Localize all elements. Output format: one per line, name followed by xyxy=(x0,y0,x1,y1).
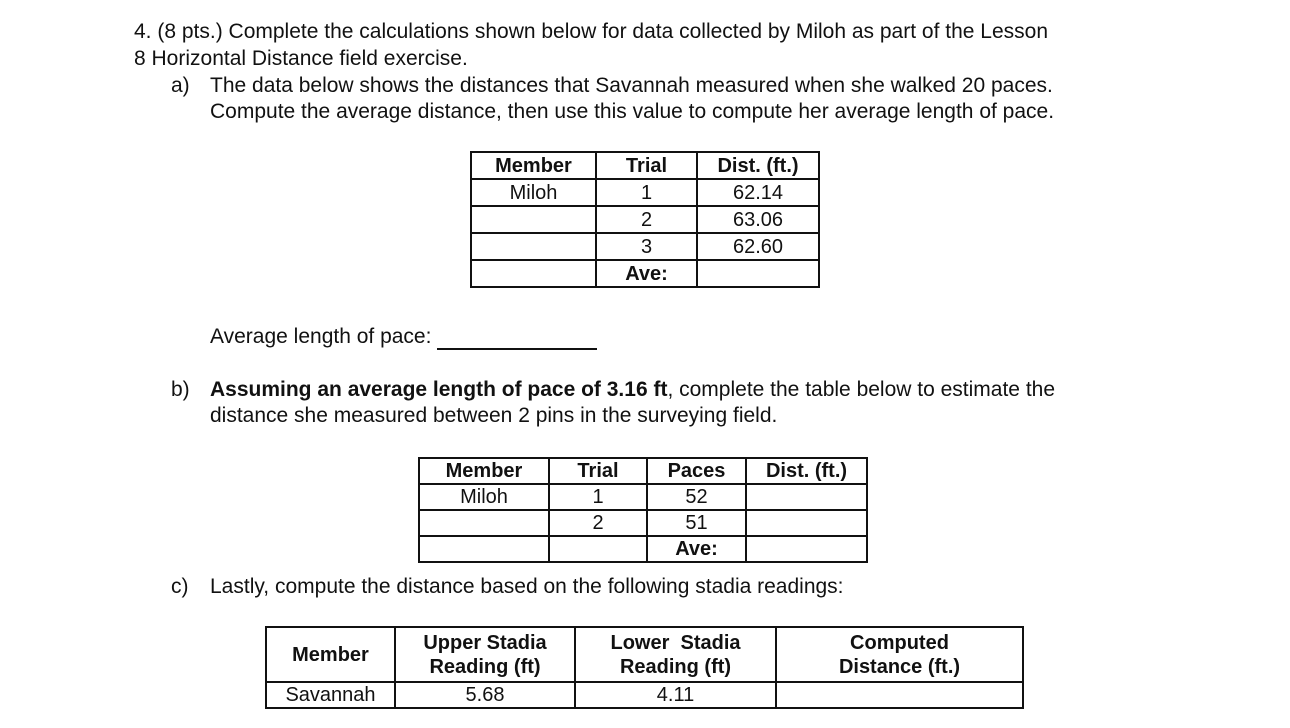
table-header-row xyxy=(266,627,1023,682)
table-row xyxy=(266,682,1023,708)
table-header-row xyxy=(471,152,819,179)
cell-trial: 2 xyxy=(549,510,647,536)
cell-distance xyxy=(746,510,867,536)
average-pace-label: Average length of pace: xyxy=(210,325,432,348)
cell-average-value xyxy=(746,536,867,562)
cell-trial: 2 xyxy=(596,206,697,233)
cell-trial: 1 xyxy=(596,179,697,206)
cell-trial xyxy=(549,536,647,562)
header-member: Member xyxy=(419,458,549,484)
part-a-line-1: The data below shows the distances that Savannah measured when she walked 20 paces. xyxy=(210,74,1053,97)
header-trial: Trial xyxy=(596,152,697,179)
cell-upper-stadia: 5.68 xyxy=(395,682,575,708)
part-b-line-1 xyxy=(210,377,1055,403)
paces-table xyxy=(418,457,868,563)
table-row xyxy=(471,179,819,206)
answer-blank[interactable] xyxy=(437,328,597,350)
table-row xyxy=(471,233,819,260)
cell-member xyxy=(471,233,596,260)
cell-member: Miloh xyxy=(471,179,596,206)
part-a-marker: a) xyxy=(171,74,190,97)
cell-distance: 62.14 xyxy=(697,179,819,206)
cell-paces: 51 xyxy=(647,510,746,536)
cell-member xyxy=(471,206,596,233)
stadia-table xyxy=(265,626,1024,709)
pace-distance-table xyxy=(470,151,820,288)
average-pace-prompt xyxy=(210,324,597,350)
cell-average-label: Ave: xyxy=(647,536,746,562)
cell-member: Savannah xyxy=(266,682,395,708)
header-trial: Trial xyxy=(549,458,647,484)
table-row xyxy=(419,484,867,510)
cell-average-label: Ave: xyxy=(596,260,697,287)
cell-trial: 1 xyxy=(549,484,647,510)
question-line-1: 4. (8 pts.) Complete the calculations shown below for data collected by Miloh as part of the Lesson xyxy=(134,20,1048,43)
header-paces: Paces xyxy=(647,458,746,484)
header-member: Member xyxy=(266,627,395,682)
header-upper-stadia: Upper Stadia Reading (ft) xyxy=(395,627,575,682)
table-row xyxy=(471,206,819,233)
cell-paces: 52 xyxy=(647,484,746,510)
cell-member xyxy=(471,260,596,287)
part-b-rest-text: , complete the table below to estimate the xyxy=(667,378,1056,401)
cell-distance xyxy=(746,484,867,510)
part-b-marker: b) xyxy=(171,378,190,401)
cell-member: Miloh xyxy=(419,484,549,510)
cell-average-value xyxy=(697,260,819,287)
question-line-2: 8 Horizontal Distance field exercise. xyxy=(134,47,468,70)
part-b-line-2: distance she measured between 2 pins in the surveying field. xyxy=(210,404,778,427)
part-a-line-2: Compute the average distance, then use this value to compute her average length of pace. xyxy=(210,100,1055,123)
cell-computed-distance xyxy=(776,682,1023,708)
cell-member xyxy=(419,536,549,562)
part-c-line-1: Lastly, compute the distance based on the following stadia readings: xyxy=(210,575,844,598)
header-lower-stadia: Lower Stadia Reading (ft) xyxy=(575,627,776,682)
cell-member xyxy=(419,510,549,536)
cell-distance: 62.60 xyxy=(697,233,819,260)
header-computed-distance: Computed Distance (ft.) xyxy=(776,627,1023,682)
table-row-average xyxy=(419,536,867,562)
table-row-average xyxy=(471,260,819,287)
cell-distance: 63.06 xyxy=(697,206,819,233)
cell-lower-stadia: 4.11 xyxy=(575,682,776,708)
table-row xyxy=(419,510,867,536)
header-distance: Dist. (ft.) xyxy=(697,152,819,179)
part-c-marker: c) xyxy=(171,575,189,598)
table-header-row xyxy=(419,458,867,484)
header-distance: Dist. (ft.) xyxy=(746,458,867,484)
cell-trial: 3 xyxy=(596,233,697,260)
header-member: Member xyxy=(471,152,596,179)
part-b-bold-text: Assuming an average length of pace of 3.16 ft xyxy=(210,378,668,401)
